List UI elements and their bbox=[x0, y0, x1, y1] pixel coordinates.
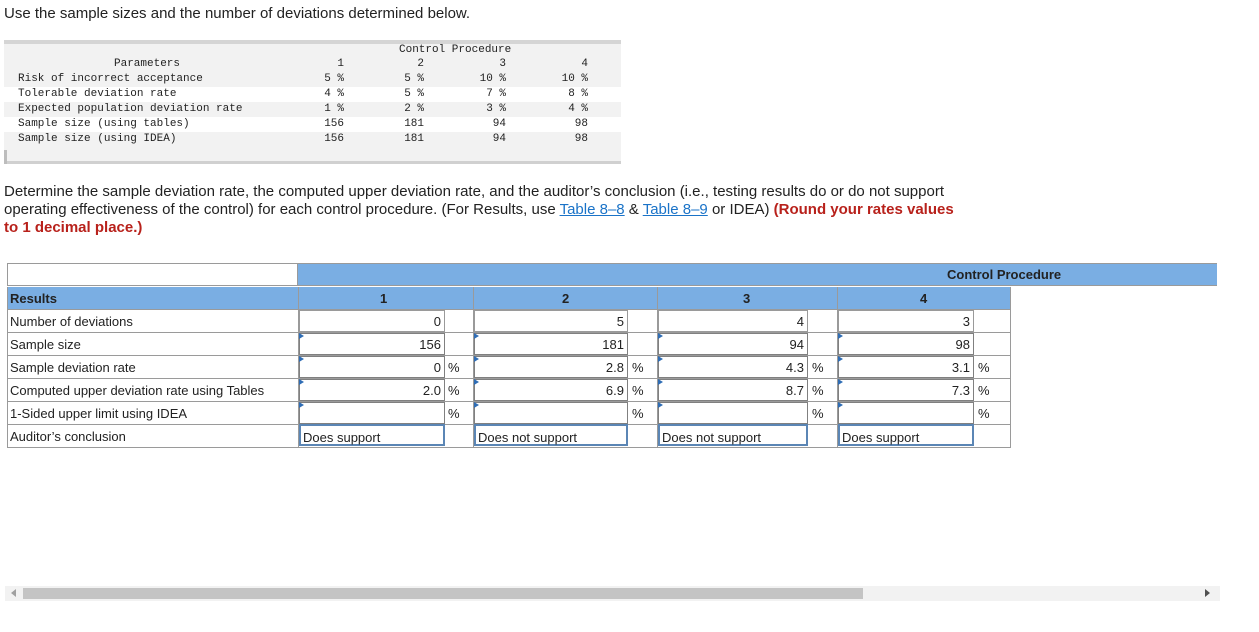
param-value: 181 bbox=[404, 118, 424, 130]
flag-icon bbox=[838, 333, 843, 339]
upper-rate-input-4[interactable]: 7.3 bbox=[838, 379, 974, 401]
flag-icon bbox=[474, 356, 479, 362]
conclusion-select-3[interactable]: Does not support bbox=[658, 424, 808, 446]
sample-rate-input-3[interactable]: 4.3 bbox=[658, 356, 808, 378]
param-value: 156 bbox=[324, 118, 344, 130]
question-part: Determine the sample deviation rate, the computed upper deviation rate, and the auditor’s conclusion (i.e., testing results do or do not support operating effectiveness of the control) for each control procedure. (For Results, use bbox=[4, 183, 944, 218]
flag-icon bbox=[658, 356, 663, 362]
deviations-cell-3: 4 bbox=[658, 310, 808, 332]
sample-rate-input-4[interactable]: 3.1 bbox=[838, 356, 974, 378]
row-label-sample-rate: Sample deviation rate bbox=[10, 360, 136, 375]
percent-sign: % bbox=[632, 360, 644, 375]
param-value: 8 % bbox=[568, 88, 588, 100]
upper-rate-input-3[interactable]: 8.7 bbox=[658, 379, 808, 401]
deviations-cell-4: 3 bbox=[838, 310, 974, 332]
params-col-2: 2 bbox=[417, 58, 424, 70]
flag-icon bbox=[658, 379, 663, 385]
param-label: Tolerable deviation rate bbox=[18, 88, 177, 100]
param-value: 181 bbox=[404, 133, 424, 145]
flag-icon bbox=[474, 379, 479, 385]
scroll-right-icon[interactable] bbox=[1205, 589, 1210, 597]
upper-rate-input-2[interactable]: 6.9 bbox=[474, 379, 628, 401]
row-label-idea-limit: 1-Sided upper limit using IDEA bbox=[10, 406, 188, 421]
param-value: 5 % bbox=[404, 73, 424, 85]
deviations-cell-1: 0 bbox=[299, 310, 445, 332]
deviations-cell-2: 5 bbox=[474, 310, 628, 332]
percent-sign: % bbox=[812, 406, 824, 421]
sample-size-input-2[interactable]: 181 bbox=[474, 333, 628, 355]
row-label-sample-size: Sample size bbox=[10, 337, 81, 352]
percent-sign: % bbox=[812, 383, 824, 398]
param-label: Sample size (using IDEA) bbox=[18, 133, 177, 145]
results-table bbox=[7, 263, 1217, 448]
conclusion-select-2[interactable]: Does not support bbox=[474, 424, 628, 446]
percent-sign: % bbox=[632, 383, 644, 398]
param-value: 3 % bbox=[486, 103, 506, 115]
param-label: Risk of incorrect acceptance bbox=[18, 73, 203, 85]
idea-limit-input-4[interactable] bbox=[838, 402, 974, 424]
idea-limit-input-1[interactable] bbox=[299, 402, 445, 424]
param-value: 10 % bbox=[479, 73, 506, 85]
sample-rate-input-2[interactable]: 2.8 bbox=[474, 356, 628, 378]
param-value: 10 % bbox=[561, 73, 588, 85]
flag-icon bbox=[838, 379, 843, 385]
param-value: 2 % bbox=[404, 103, 424, 115]
row-label-deviations: Number of deviations bbox=[10, 314, 133, 329]
param-value: 4 % bbox=[568, 103, 588, 115]
col-header-1: 1 bbox=[380, 291, 388, 306]
intro-text: Use the sample sizes and the number of deviations determined below. bbox=[4, 5, 471, 22]
control-procedure-header: Control Procedure bbox=[947, 267, 1062, 282]
flag-icon bbox=[474, 333, 479, 339]
percent-sign: % bbox=[978, 406, 990, 421]
param-value: 1 % bbox=[324, 103, 344, 115]
col-header-2: 2 bbox=[562, 291, 570, 306]
row-label-upper-rate: Computed upper deviation rate using Tables bbox=[10, 383, 265, 398]
params-col-3: 3 bbox=[499, 58, 506, 70]
question-part: & bbox=[624, 201, 643, 218]
sample-size-input-4[interactable]: 98 bbox=[838, 333, 974, 355]
sample-size-input-1[interactable]: 156 bbox=[299, 333, 445, 355]
percent-sign: % bbox=[448, 406, 460, 421]
col-header-3: 3 bbox=[743, 291, 751, 306]
flag-icon bbox=[838, 356, 843, 362]
flag-icon bbox=[299, 356, 304, 362]
param-value: 98 bbox=[574, 133, 588, 145]
param-value: 5 % bbox=[324, 73, 344, 85]
param-value: 94 bbox=[492, 118, 506, 130]
percent-sign: % bbox=[632, 406, 644, 421]
flag-icon bbox=[299, 402, 304, 408]
param-label: Expected population deviation rate bbox=[18, 103, 243, 115]
param-value: 94 bbox=[492, 133, 506, 145]
percent-sign: % bbox=[978, 360, 990, 375]
flag-icon bbox=[299, 379, 304, 385]
params-label: Parameters bbox=[114, 58, 181, 70]
params-header: Control Procedure bbox=[399, 44, 512, 56]
conclusion-select-1[interactable]: Does support bbox=[299, 424, 445, 446]
table-8-8-link[interactable]: Table 8–8 bbox=[559, 201, 625, 218]
row-label-conclusion: Auditor’s conclusion bbox=[10, 429, 126, 444]
horizontal-scrollbar[interactable] bbox=[5, 586, 1220, 601]
percent-sign: % bbox=[448, 383, 460, 398]
idea-limit-input-2[interactable] bbox=[474, 402, 628, 424]
rounding-instruction: (Round your rates values to 1 decimal place.) bbox=[4, 201, 954, 236]
scroll-left-icon[interactable] bbox=[11, 589, 16, 597]
params-col-4: 4 bbox=[581, 58, 588, 70]
sample-size-input-3[interactable]: 94 bbox=[658, 333, 808, 355]
flag-icon bbox=[658, 333, 663, 339]
scrollbar-thumb[interactable] bbox=[23, 588, 863, 599]
upper-rate-input-1[interactable]: 2.0 bbox=[299, 379, 445, 401]
param-value: 7 % bbox=[486, 88, 506, 100]
flag-icon bbox=[658, 402, 663, 408]
question-part: or IDEA) bbox=[707, 201, 774, 218]
question-text bbox=[4, 183, 964, 237]
flag-icon bbox=[299, 333, 304, 339]
col-header-4: 4 bbox=[920, 291, 928, 306]
percent-sign: % bbox=[812, 360, 824, 375]
percent-sign: % bbox=[448, 360, 460, 375]
sample-rate-input-1[interactable]: 0 bbox=[299, 356, 445, 378]
parameters-table bbox=[4, 40, 621, 164]
param-value: 4 % bbox=[324, 88, 344, 100]
flag-icon bbox=[474, 402, 479, 408]
param-label: Sample size (using tables) bbox=[18, 118, 190, 130]
param-value: 98 bbox=[574, 118, 588, 130]
table-8-9-link[interactable]: Table 8–9 bbox=[642, 201, 708, 218]
conclusion-select-4[interactable]: Does support bbox=[838, 424, 974, 446]
results-label: Results bbox=[10, 291, 57, 306]
idea-limit-input-3[interactable] bbox=[658, 402, 808, 424]
flag-icon bbox=[838, 402, 843, 408]
param-value: 156 bbox=[324, 133, 344, 145]
param-value: 5 % bbox=[404, 88, 424, 100]
percent-sign: % bbox=[978, 383, 990, 398]
params-col-1: 1 bbox=[337, 58, 344, 70]
